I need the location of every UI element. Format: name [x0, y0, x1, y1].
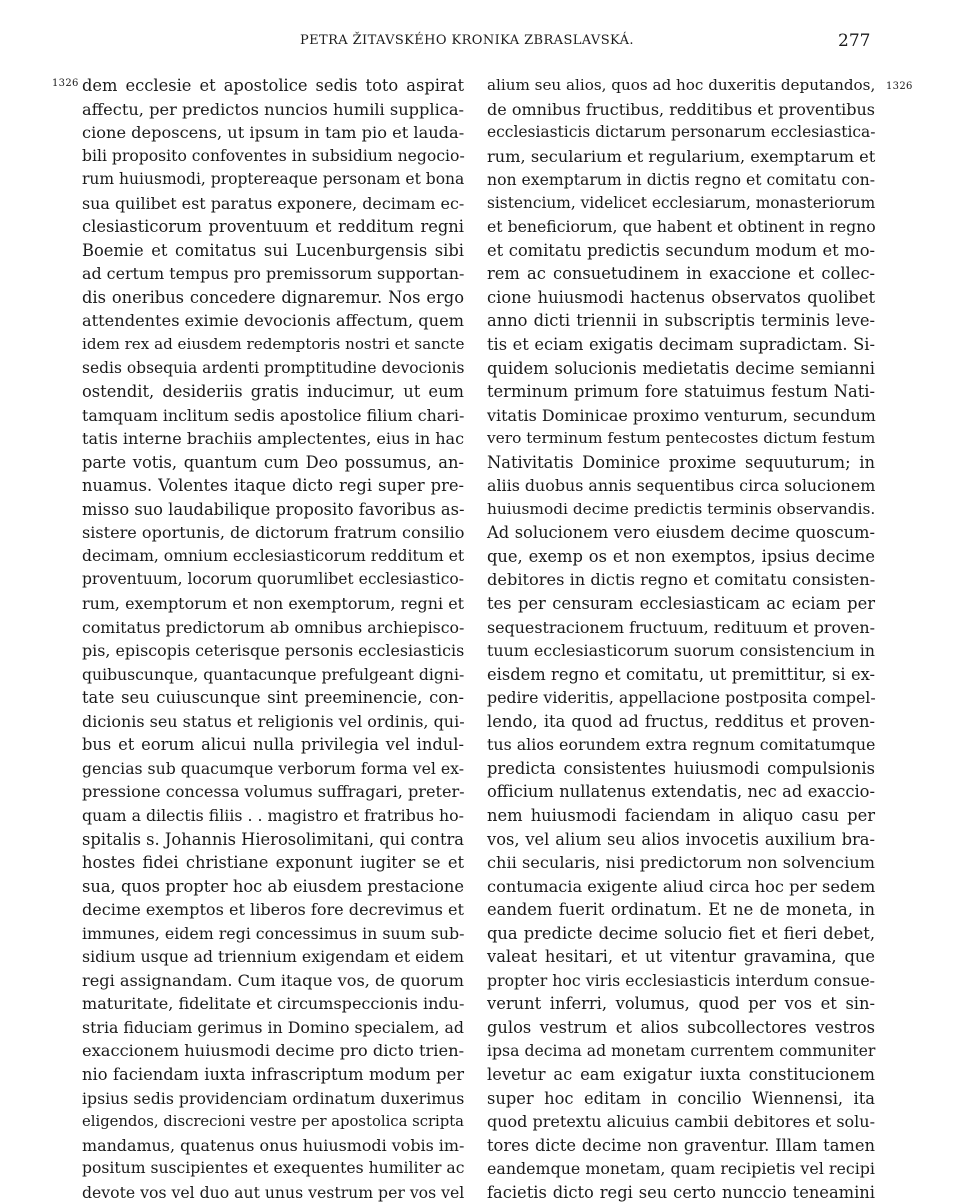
text-line: sequestracionem fructuum, redituum et proven-: [487, 617, 875, 637]
margin-year-right: 1326: [886, 81, 913, 92]
text-line: quidem solucionis medietatis decime semianni: [487, 358, 875, 378]
text-line: quod pretextu alicuius cambii debitores et solu-: [487, 1112, 875, 1132]
text-line: qua predicte decime solucio fiet et fieri debet,: [487, 923, 875, 943]
text-line: super hoc editam in concilio Wiennensi, ita: [487, 1088, 875, 1108]
text-line: exaccionem huiusmodi decime pro dicto trien-: [82, 1041, 465, 1061]
text-line: cione deposcens, ut ipsum in tam pio et lauda-: [82, 123, 465, 143]
text-line: ipsa decima ad monetam currentem communiter: [487, 1041, 876, 1061]
text-line: tores dicte decime non graventur. Illam tamen: [487, 1135, 875, 1155]
text-line: devote vos vel duo aut unus vestrum per vos vel: [82, 1182, 465, 1202]
left-text-column: [82, 74, 464, 1204]
text-line: Boemie et comitatus sui Lucenburgensis sibi: [82, 240, 464, 260]
text-line: sistere oportunis, de dictorum fratrum consilio: [82, 523, 465, 543]
text-line: debitores in dictis regno et comitatu consisten-: [487, 570, 876, 590]
text-line: eisdem regno et comitatu, ut premittitur, si ex-: [487, 664, 875, 684]
text-line: sistencium, videlicet ecclesiarum, monasteriorum: [487, 193, 876, 212]
text-line: predicta consistentes huiusmodi compulsionis: [487, 758, 875, 778]
text-line: pressione concessa volumus suffragari, preter-: [82, 782, 465, 802]
text-line: pis, episcopis ceterisque personis ecclesiasticis: [82, 641, 465, 661]
text-line: ostendit, desideriis gratis inducimur, ut eum: [82, 382, 464, 402]
text-line: immunes, eidem regi concessimus in suum sub-: [82, 923, 465, 943]
text-line: anno dicti triennii in subscriptis terminis leve-: [487, 311, 875, 331]
text-line: hostes fidei christiane exponunt iugiter se et: [82, 853, 464, 873]
text-line: dem ecclesie et apostolice sedis toto aspirat: [82, 76, 464, 95]
text-line: quam a dilectis filiis . . magistro et fratribus ho-: [82, 805, 464, 825]
text-line: chii secularis, nisi predictorum non solvencium: [487, 853, 875, 873]
text-line: terminum primum fore statuimus festum Nati-: [487, 382, 875, 402]
text-line: eligendos, discrecioni vestre per apostolica scripta: [82, 1113, 464, 1131]
text-line: rem ac consuetudinem in exaccione et collec-: [487, 264, 875, 284]
text-line: decime exemptos et liberos fore decrevimus et: [82, 900, 464, 920]
text-line: proventuum, locorum quorumlibet ecclesiastico-: [82, 570, 464, 589]
text-line: sedis obsequia ardenti promptitudine devocionis: [82, 358, 465, 377]
text-line: vero terminum festum pentecostes dictum festum: [487, 429, 876, 448]
text-line: tus alios eorundem extra regnum comitatumque: [487, 735, 876, 755]
text-line: ecclesiasticis dictarum personarum ecclesiastica-: [487, 123, 876, 142]
text-line: nem huiusmodi faciendam in aliquo casu per: [487, 805, 875, 825]
text-line: rum, exemptorum et non exemptorum, regni et: [82, 594, 464, 614]
right-text-column: [487, 74, 875, 1204]
text-line: parte votis, quantum cum Deo possumus, an-: [82, 452, 464, 472]
text-line: propter hoc viris ecclesiasticis interdum consue-: [487, 970, 875, 990]
text-line: officium nullatenus extendatis, nec ad exaccio-: [487, 782, 875, 802]
text-line: dis oneribus concedere dignaremur. Nos ergo: [82, 287, 464, 307]
text-line: de omnibus fructibus, redditibus et proventibus: [487, 99, 875, 119]
text-line: non exemptarum in dictis regno et comitatu con-: [487, 170, 875, 190]
text-line: et comitatu predictis secundum modum et mo-: [487, 240, 875, 260]
running-title: PETRA ŽITAVSKÉHO KRONIKA ZBRASLAVSKÁ.: [300, 33, 634, 48]
text-line: spitalis s. Johannis Hierosolimitani, qui contra: [82, 829, 464, 849]
text-line: Ad solucionem vero eiusdem decime quoscum-: [487, 523, 875, 543]
text-line: misso suo laudabilique proposito favoribus as-: [82, 499, 465, 519]
text-line: tes per censuram ecclesiasticam ac eciam per: [487, 594, 875, 614]
text-line: sua quilibet est paratus exponere, decimam ec-: [82, 193, 465, 213]
text-line: gulos vestrum et alios subcollectores vestros: [487, 1017, 875, 1037]
text-line: bili proposito confoventes in subsidium negocio-: [82, 146, 465, 165]
text-line: vos, vel alium seu alios invocetis auxilium bra-: [487, 829, 875, 849]
text-line: tatis interne brachiis amplectentes, eius in hac: [82, 429, 465, 449]
text-line: vitatis Dominicae proximo venturum, secundum: [487, 405, 876, 425]
text-line: affectu, per predictos nuncios humili supplica-: [82, 99, 464, 119]
page-header: [0, 33, 960, 59]
text-line: tamquam inclitum sedis apostolice filium chari-: [82, 405, 465, 425]
text-line: que, exemp os et non exemptos, ipsius decime: [487, 546, 875, 566]
text-line: pedire videritis, appellacione postposita compel-: [487, 688, 876, 708]
text-line: nuamus. Volentes itaque dicto regi super pre-: [82, 476, 464, 496]
text-line: stria fiduciam gerimus in Domino specialem, ad: [82, 1017, 464, 1037]
text-line: rum huiusmodi, propterеaque personam et bona: [82, 170, 465, 189]
text-line: cione huiusmodi hactenus observatos quolibet: [487, 287, 875, 307]
text-line: aliis duobus annis sequentibus circa solucionem: [487, 476, 876, 496]
text-line: sua, quos propter hoc ab eiusdem prestacione: [82, 876, 464, 896]
text-line: huiusmodi decime predictis terminis observandis.: [487, 499, 876, 518]
text-line: Nativitatis Dominice proxime sequuturum; in: [487, 452, 875, 472]
text-line: attendentes eximie devocionis affectum, quem: [82, 311, 465, 331]
text-line: lendo, ita quod ad fructus, redditus et proven-: [487, 711, 875, 731]
text-line: regi assignandam. Cum itaque vos, de quorum: [82, 970, 464, 990]
text-line: alium seu alios, quos ad hoc duxeritis deputandos,: [487, 76, 876, 94]
text-line: nio faciendam iuxta infrascriptum modum per: [82, 1064, 464, 1084]
text-line: eandem fuerit ordinatum. Et ne de moneta, in: [487, 900, 875, 920]
text-line: ad certum tempus pro premissorum supportan-: [82, 264, 465, 284]
text-line: comitatus predictorum ab omnibus archiepisco-: [82, 617, 465, 637]
text-line: positum suscipientes et exequentes humiliter ac: [82, 1159, 465, 1178]
page-number: 277: [838, 31, 871, 51]
text-line: eandemque monetam, quam recipietis vel recipi: [487, 1159, 875, 1179]
text-line: ipsius sedis providenciam ordinatum duxerimus: [82, 1088, 465, 1108]
text-line: tuum ecclesiasticorum suorum consistencium in: [487, 641, 875, 661]
text-line: dicionis seu status et religionis vel ordinis, qui-: [82, 711, 465, 731]
text-line: verunt inferri, volumus, quod per vos et sin-: [487, 994, 875, 1014]
text-line: idem rex ad eiusdem redemptoris nostri et sancte: [82, 335, 465, 354]
text-line: clesiasticorum proventuum et redditum regni: [82, 217, 464, 237]
text-line: quibuscunque, quantacunque prefulgeant digni-: [82, 664, 465, 684]
text-line: valeat hesitari, et ut vitentur gravamina, que: [487, 947, 875, 967]
text-line: et beneficiorum, que habent et obtinent in regno: [487, 217, 876, 237]
text-line: levetur ac eam exigatur iuxta constitucionem: [487, 1064, 875, 1084]
text-line: bus et eorum alicui nulla privilegia vel indul-: [82, 735, 464, 755]
text-line: decimam, omnium ecclesiasticorum redditum et: [82, 546, 465, 565]
text-line: mandamus, quatenus onus huiusmodi vobis im-: [82, 1135, 465, 1155]
text-line: tis et eciam exigatis decimam supradictam. Si-: [487, 335, 875, 355]
text-line: contumacia exigente aliud circa hoc per sedem: [487, 876, 876, 896]
text-line: gencias sub quacumque verborum forma vel ex-: [82, 758, 464, 778]
text-line: sidium usque ad triennium exigendam et eidem: [82, 947, 464, 967]
text-line: maturitate, fidelitate et circumspeccionis indu-: [82, 994, 465, 1014]
text-line: tate seu cuiuscunque sint preeminencie, con-: [82, 688, 464, 708]
margin-year-left: 1326: [52, 78, 79, 89]
text-line: rum, secularium et regularium, exemptarum et: [487, 146, 876, 166]
text-line: facietis dicto regi seu certo nunccio teneamini: [487, 1182, 875, 1202]
